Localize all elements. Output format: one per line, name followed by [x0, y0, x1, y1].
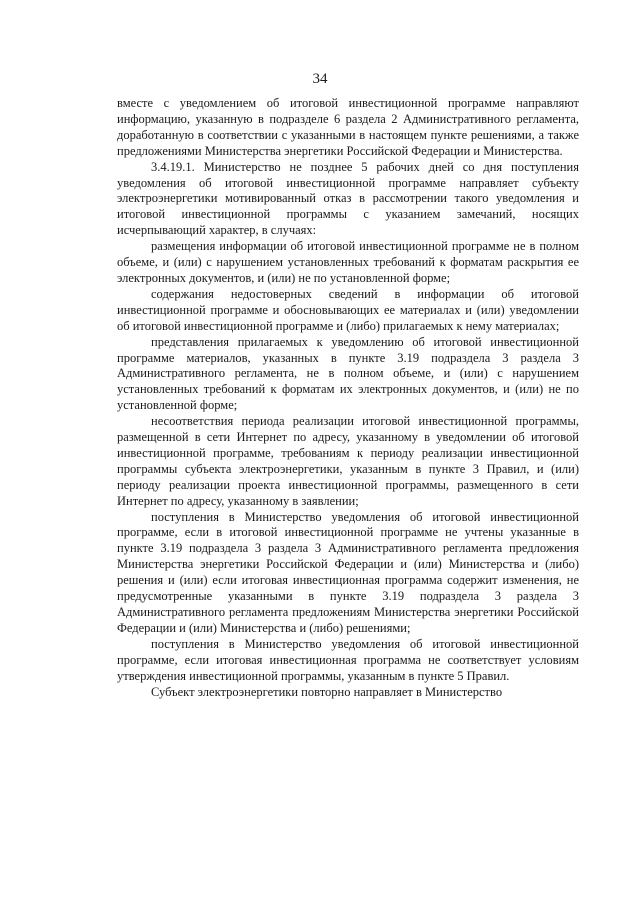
- paragraph: поступления в Министерство уведомления об итоговой инвестиционной программе, если итоговая инвестиционная программа не соответствует условиям утверждения инвестиционной программы, указанным в пункте 5 Правил.: [117, 636, 579, 683]
- paragraph: 3.4.19.1. Министерство не позднее 5 рабочих дней со дня поступления уведомления об итоговой инвестиционной программе направляет субъекту электроэнергетики мотивированный отказ в рассмотрении такого уведомления и итоговой инвестиционной программы с указанием замечаний, носящих исчерпывающий характер, в случаях:: [117, 159, 579, 238]
- paragraph: представления прилагаемых к уведомлению об итоговой инвестиционной программе материалов, указанных в пункте 3.19 подраздела 3 раздела 3 Административного регламента, не в полном объеме, и (или) с нарушением установленных требований к форматам их электронных документов, и (или) не по установленной форме;: [117, 334, 579, 413]
- paragraph: содержания недостоверных сведений в информации об итоговой инвестиционной программе и обосновывающих ее материалах и (или) уведомлении об итоговой инвестиционной программе и (либо) прилагаемых к нему материалах;: [117, 286, 579, 333]
- paragraph: Субъект электроэнергетики повторно направляет в Министерство: [151, 684, 503, 699]
- document-body: [117, 96, 579, 700]
- paragraph: поступления в Министерство уведомления об итоговой инвестиционной программе, если в итоговой инвестиционной программе не учтены указанные в пункте 3.19 подраздела 3 раздела 3 Административного регламента предложения Министерства энергетики Российской Федерации и (или) Министерства и (либо) решения и (или) если итоговая инвестиционная программа содержит изменения, не предусмотренные указанными в пункте 3.19 подраздела 3 раздела 3 Административного регламента предложениям Министерства энергетики Российской Федерации и (или) Министерства и (либо) решениями;: [117, 509, 579, 635]
- page-number: 34: [312, 71, 328, 87]
- paragraph: размещения информации об итоговой инвестиционной программе не в полном объеме, и (или) с нарушением установленных требований к форматам раскрытия ее электронных документов, и (или) не по установленной форме;: [117, 239, 579, 285]
- paragraph: несоответствия периода реализации итоговой инвестиционной программы, размещенной в сети Интернет по адресу, указанному в уведомлении об итоговой инвестиционной программе, требованиям к периоду реализации инвестиционной программы субъекта электроэнергетики, указанным в пункте 3 Правил, и (или) периоду реализации проекта инвестиционной программы, размещенного в сети Интернет по адресу, указанному в заявлении;: [117, 414, 579, 508]
- paragraph: вместе с уведомлением об итоговой инвестиционной программе направляют информацию, указанную в подразделе 6 раздела 2 Административного регламента, доработанную в соответствии с указанными в настоящем пункте решениями, а также предложениями Министерства энергетики Российской Федерации и Министерства.: [117, 96, 579, 158]
